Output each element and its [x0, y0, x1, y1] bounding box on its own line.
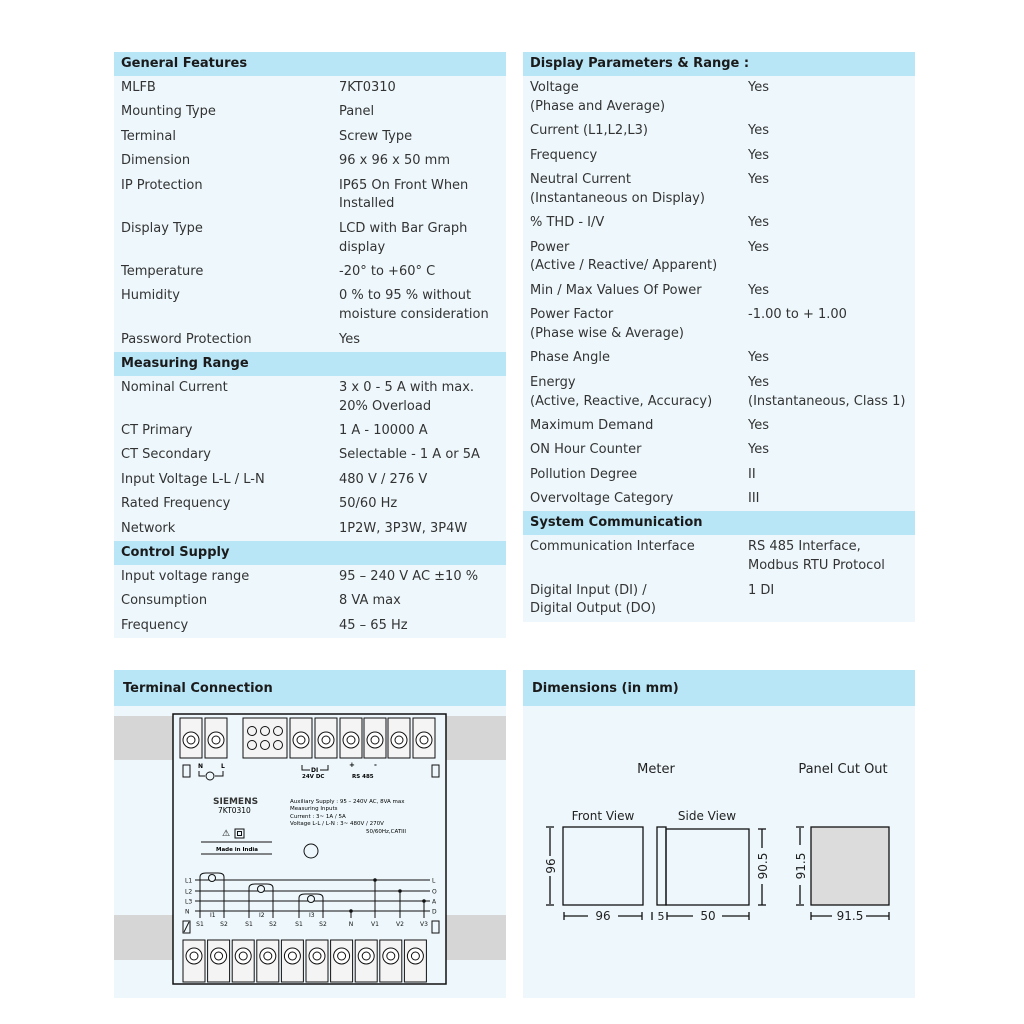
meter-label: Meter: [637, 762, 675, 777]
spec-key: Input voltage range: [121, 569, 250, 585]
side-height-dim: 90.5: [756, 852, 770, 880]
terminal-screw-bottom: [331, 940, 353, 982]
spec-value: Yes: [748, 442, 769, 458]
terminal-connection-title: Terminal Connection: [114, 670, 506, 706]
section-header: Control Supply: [114, 541, 506, 565]
spec-value: -20° to +60° C: [339, 263, 436, 279]
spec-value: Yes: [748, 215, 769, 231]
svg-text:Measuring Inputs: Measuring Inputs: [290, 806, 338, 812]
spec-key: Digital Input (DI) / Digital Output (DO): [530, 582, 656, 617]
spec-value: Yes: [748, 123, 769, 139]
brand-logo: SIEMENS: [213, 797, 259, 807]
load-label: L: [432, 877, 436, 885]
terminal-label: S2: [220, 921, 228, 928]
load-label: A: [432, 898, 437, 906]
spec-value: LCD with Bar Graph display: [339, 220, 468, 255]
spec-value: Yes: [748, 147, 769, 163]
cutout-rect: [811, 827, 889, 905]
spec-key: % THD - I/V: [530, 215, 605, 231]
terminal-screw-bottom: [404, 940, 426, 982]
spec-value: Yes: [748, 282, 769, 298]
spec-value: Screw Type: [339, 128, 413, 144]
spec-key: Pollution Degree: [530, 466, 638, 482]
spec-value: 96 x 96 x 50 mm: [339, 153, 451, 169]
front-view-label: Front View: [571, 809, 635, 823]
ct-label: I2: [259, 912, 265, 919]
terminal-screw-top: [413, 718, 435, 758]
cutout-height-dim: 91.5: [794, 852, 808, 880]
spec-key: Password Protection: [121, 331, 252, 347]
line-label: L3: [185, 898, 193, 906]
spec-value: 480 V / 276 V: [339, 471, 428, 487]
spec-value: 50/60 Hz: [339, 496, 398, 512]
spec-value: 45 – 65 Hz: [339, 617, 408, 633]
load-label: O: [432, 888, 437, 896]
terminal-screw-top: [315, 718, 337, 758]
spec-key: Mounting Type: [121, 104, 216, 120]
spec-value: 1 DI: [748, 582, 775, 598]
terminal-screw-bottom: [380, 940, 402, 982]
svg-text:-: -: [374, 761, 377, 769]
spec-key: Consumption: [121, 593, 208, 609]
terminal-diagram: [114, 714, 506, 984]
terminal-screw-bottom: [208, 940, 230, 982]
dimensions-title: Dimensions (in mm): [523, 670, 915, 706]
section-header: General Features: [114, 52, 506, 76]
spec-key: Display Type: [121, 220, 203, 236]
spec-value: 8 VA max: [339, 593, 401, 609]
side-plate-rect: [657, 827, 666, 905]
terminal-screw-bottom: [306, 940, 328, 982]
terminal-label: S1: [245, 921, 253, 928]
ct-label: I3: [309, 912, 315, 919]
front-view-rect: [563, 827, 643, 905]
spec-key: Frequency: [530, 147, 598, 163]
spec-key: Voltage (Phase and Average): [530, 80, 666, 114]
spec-value: 3 x 0 - 5 A with max. 20% Overload: [339, 379, 475, 414]
spec-value: 1P2W, 3P3W, 3P4W: [339, 520, 468, 536]
svg-text:Current : 3~ 1A / 5: Current : 3~ 1A / 5A: [290, 814, 346, 820]
terminal-label: S2: [319, 921, 327, 928]
spec-key: Humidity: [121, 288, 180, 304]
spec-key: Temperature: [121, 263, 204, 279]
terminal-label: N: [348, 921, 354, 928]
section-header: Measuring Range: [114, 352, 506, 376]
terminal-label: S2: [269, 921, 277, 928]
rs485-label: RS 485: [352, 774, 374, 780]
spec-value: -1.00 to + 1.00: [748, 307, 847, 323]
spec-key: Current (L1,L2,L3): [530, 123, 648, 139]
section-header: System Communication: [523, 511, 915, 535]
spec-value: 95 – 240 V AC ±10 %: [339, 569, 479, 585]
load-label: D: [432, 908, 437, 916]
spec-key: IP Protection: [121, 177, 203, 193]
spec-key: Power Factor (Phase wise & Average): [530, 307, 684, 341]
spec-key: ON Hour Counter: [530, 442, 642, 458]
dimensions-diagram: [544, 762, 889, 923]
made-in-label: Made in India: [216, 847, 258, 853]
terminal-screw-top: [340, 718, 362, 758]
spec-key: MLFB: [121, 80, 156, 95]
svg-text:Voltage L-L / L-N : 3~ 480V /: Voltage L-L / L-N : 3~ 480V / 270V: [290, 821, 384, 827]
spec-key: Maximum Demand: [530, 417, 654, 433]
terminal-screw-bottom: [257, 940, 279, 982]
line-label: N: [185, 908, 190, 916]
spec-key: Power (Active / Reactive/ Apparent): [530, 239, 718, 274]
dc-label: 24V DC: [302, 774, 325, 780]
spec-value: IP65 On Front When Installed: [339, 177, 469, 212]
terminal-screw-top: [290, 718, 312, 758]
spec-key: CT Primary: [121, 423, 193, 439]
spec-key: Dimension: [121, 153, 191, 169]
terminal-screw-bottom: [281, 940, 303, 982]
spec-value: 0 % to 95 % without moisture consideration: [339, 288, 489, 323]
terminal-screw-top: [364, 718, 386, 758]
side-body-rect: [666, 829, 749, 905]
spec-key: Rated Frequency: [121, 496, 231, 512]
spec-key: Network: [121, 520, 176, 536]
svg-text:Auxiliary Supply : 95 – 240V: Auxiliary Supply : 95 – 240V AC, 8VA max: [290, 799, 405, 805]
terminal-screw-top: [180, 718, 202, 758]
spec-value: Yes: [748, 239, 769, 255]
terminal-label: V1: [371, 921, 379, 928]
spec-key: Phase Angle: [530, 350, 610, 366]
line-label: L2: [185, 888, 193, 896]
svg-text:+: +: [349, 761, 355, 769]
spec-key: Input Voltage L-L / L-N: [121, 471, 265, 487]
terminal-screw-bottom: [355, 940, 377, 982]
spec-value: III: [748, 491, 760, 507]
spec-key: Energy (Active, Reactive, Accuracy): [530, 374, 713, 409]
spec-value: Yes (Instantaneous, Class 1): [748, 374, 906, 409]
terminal-screw-bottom: [183, 940, 205, 982]
di-label: DI: [311, 767, 319, 774]
spec-value: Yes: [748, 417, 769, 433]
spec-key: CT Secondary: [121, 447, 211, 463]
spec-value: II: [748, 466, 756, 482]
spec-value: Yes: [748, 350, 769, 366]
spec-value: Yes: [748, 171, 769, 187]
spec-value: Panel: [339, 104, 375, 120]
warning-icon: ⚠: [222, 829, 231, 839]
spec-value: 7KT0310: [339, 80, 396, 95]
section-header: Display Parameters & Range :: [523, 52, 915, 76]
spec-key: Overvoltage Category: [530, 491, 674, 507]
terminal-screw-top: [388, 718, 410, 758]
spec-key: Communication Interface: [530, 539, 695, 555]
terminal-label: V2: [396, 921, 404, 928]
terminal-label: V3: [420, 921, 428, 928]
spec-value: 1 A - 10000 A: [339, 423, 428, 439]
spec-value: Selectable - 1 A or 5A: [339, 447, 480, 463]
terminal-label: S1: [295, 921, 303, 928]
spec-key: Nominal Current: [121, 379, 228, 395]
supply-n-label: N: [198, 763, 204, 770]
cutout-label: Panel Cut Out: [798, 762, 888, 777]
spec-key: Terminal: [121, 128, 176, 144]
svg-text:50/60Hz,CATIII: 50/60Hz,CATIII: [366, 829, 407, 835]
spec-value: Yes: [339, 331, 360, 347]
spec-key: Min / Max Values Of Power: [530, 282, 702, 298]
terminal-label: S1: [196, 921, 204, 928]
side-view-label: Side View: [677, 809, 737, 823]
ct-label: I1: [210, 912, 216, 919]
spec-key: Neutral Current (Instantaneous on Display): [530, 171, 705, 206]
front-height-dim: 96: [544, 858, 558, 874]
side-depth-dim: 50: [700, 909, 716, 923]
front-width-dim: 96: [595, 909, 611, 923]
spec-value: Yes: [748, 80, 769, 95]
cutout-width-dim: 91.5: [836, 909, 864, 923]
terminal-screw-top: [243, 718, 287, 758]
model-label: 7KT0310: [218, 806, 251, 815]
line-label: L1: [185, 877, 193, 885]
spec-key: Frequency: [121, 617, 189, 633]
terminal-screw-top: [205, 718, 227, 758]
terminal-screw-bottom: [232, 940, 254, 982]
supply-l-label: L: [221, 763, 225, 770]
spec-value: RS 485 Interface, Modbus RTU Protocol: [748, 539, 885, 574]
side-plate-dim: 5: [657, 910, 665, 923]
